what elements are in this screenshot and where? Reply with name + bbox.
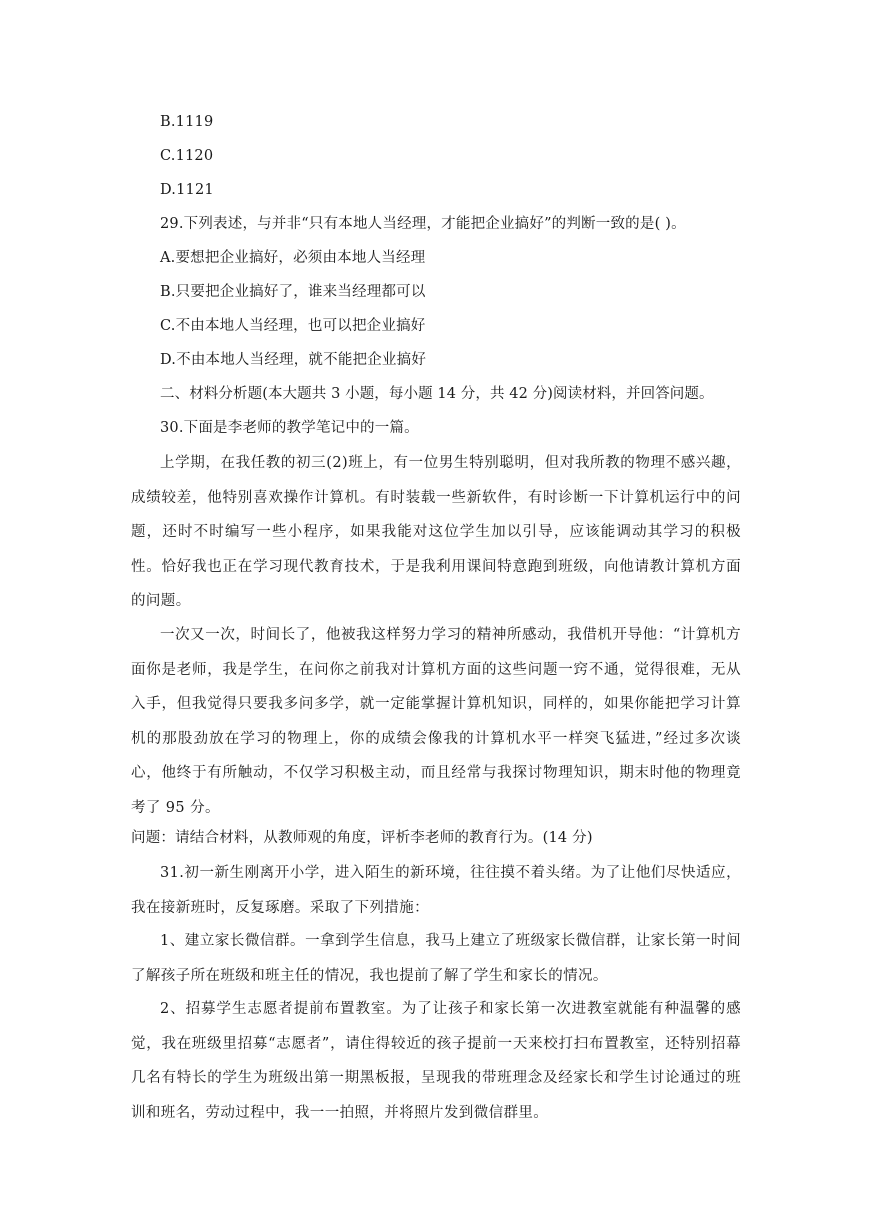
option-c-prev: C.1120 [160,148,214,164]
option-b-prev: B.1119 [160,114,214,130]
q29-option-a: A.要想把企业搞好，必须由本地人当经理 [160,250,426,266]
q29-stem: 29.下列表述，与并非“只有本地人当经理，才能把企业搞好”的判断一致的是( )。 [160,216,686,232]
q30-question: 问题：请结合材料，从教师观的角度，评析李老师的教育行为。(14 分) [131,830,593,846]
q31-item-1: 1、建立家长微信群。一拿到学生信息，我马上建立了班级家长微信群，让家长第一时间了解孩子所在班级和班主任的情况，我也提前了解了学生和家长的情况。 [131,933,741,984]
q29-option-c: C.不由本地人当经理，也可以把企业搞好 [160,318,426,334]
option-d-prev: D.1121 [160,182,214,198]
section2-title: 二、材料分析题(本大题共 3 小题，每小题 14 分，共 42 分)阅读材料，并回答问题。 [160,386,714,402]
q29-option-d: D.不由本地人当经理，就不能把企业搞好 [160,352,427,368]
q30-paragraph-1: 上学期，在我任教的初三(2)班上，有一位男生特别聪明，但对我所教的物理不感兴趣，成绩较差，他特别喜欢操作计算机。有时装载一些新软件，有时诊断一下计算机运行中的问题，还时不时编写一些小程序，如果我能对这位学生加以引导，应该能调动其学习的积极性。恰好我也正在学习现代教育技术，于是我利用课间特意跑到班级，向他请教计算机方面的问题。 [131,455,741,609]
q31-item-2: 2、招募学生志愿者提前布置教室。为了让孩子和家长第一次进教室就能有种温馨的感觉，我在班级里招募“志愿者”，请住得较近的孩子提前一天来校打扫布置教室，还特别招幕几名有特长的学生为班级出第一期黑板报，呈现我的带班理念及经家长和学生讨论通过的班训和班名，劳动过程中，我一一拍照，并将照片发到微信群里。 [131,1001,741,1121]
q30-paragraph-2: 一次又一次，时间长了，他被我这样努力学习的精神所感动，我借机开导他：“计算机方面你是老师，我是学生，在问你之前我对计算机方面的这些问题一窍不通，觉得很难，无从入手，但我觉得只要我多问多学，就一定能掌握计算机知识，同样的，如果你能把学习计算机的那股劲放在学习的物理上，你的成绩会像我的计算机水平一样突飞猛进，”经过多次谈心，他终于有所触动，不仅学习积极主动，而且经常与我探讨物理知识，期末时他的物理竟考了 95 分。 [131,627,741,816]
q29-option-b: B.只要把企业搞好了，谁来当经理都可以 [160,284,426,300]
q30-intro: 30.下面是李老师的教学笔记中的一篇。 [160,420,419,436]
q31-intro: 31.初一新生刚离开小学，进入陌生的新环境，往往摸不着头绪。为了让他们尽快适应，我在接新班时，反复琢磨。采取了下列措施： [131,865,741,916]
